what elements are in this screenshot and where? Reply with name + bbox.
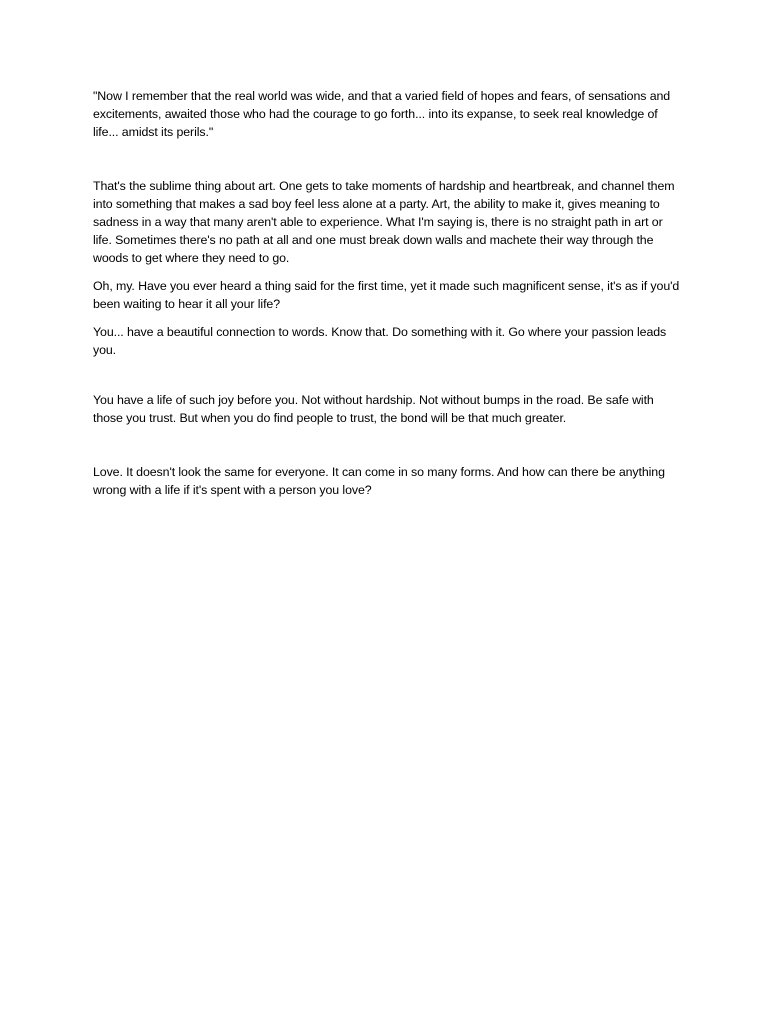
paragraph-art: That's the sublime thing about art. One gets to take moments of hardship and heartbreak, and channel them into something that makes a sad boy feel less alone at a party. Art, the ability to make it, gives meaning to sadness in a way that many aren't able to experience. What I'm saying is, there is no straight path in art or life. Sometimes there's no path at all and one must break down walls and machete their way through the woods to get where they need to go. <box>93 179 675 265</box>
joy-section <box>93 391 683 437</box>
paragraph-love: Love. It doesn't look the same for everyone. It can come in so many forms. And how can there be anything wrong with a life if it's spent with a person you love? <box>93 465 665 497</box>
love-section <box>93 463 683 509</box>
paragraph-quote: "Now I remember that the real world was wide, and that a varied field of hopes and fears, of sensations and excitements, awaited those who had the courage to go forth... into its expanse, to seek real knowledge of life... amidst its perils." <box>93 89 671 139</box>
art-section <box>93 177 683 369</box>
quote-section <box>93 87 683 151</box>
paragraph-words: You... have a beautiful connection to words. Know that. Do something with it. Go where your passion leads you. <box>93 325 667 357</box>
paragraph-joy: You have a life of such joy before you. Not without hardship. Not without bumps in the road. Be safe with those you trust. But when you do find people to trust, the bond will be that much greater. <box>93 393 654 425</box>
paragraph-oh-my: Oh, my. Have you ever heard a thing said for the first time, yet it made such magnificent sense, it's as if you'd been waiting to hear it all your life? <box>93 279 680 311</box>
